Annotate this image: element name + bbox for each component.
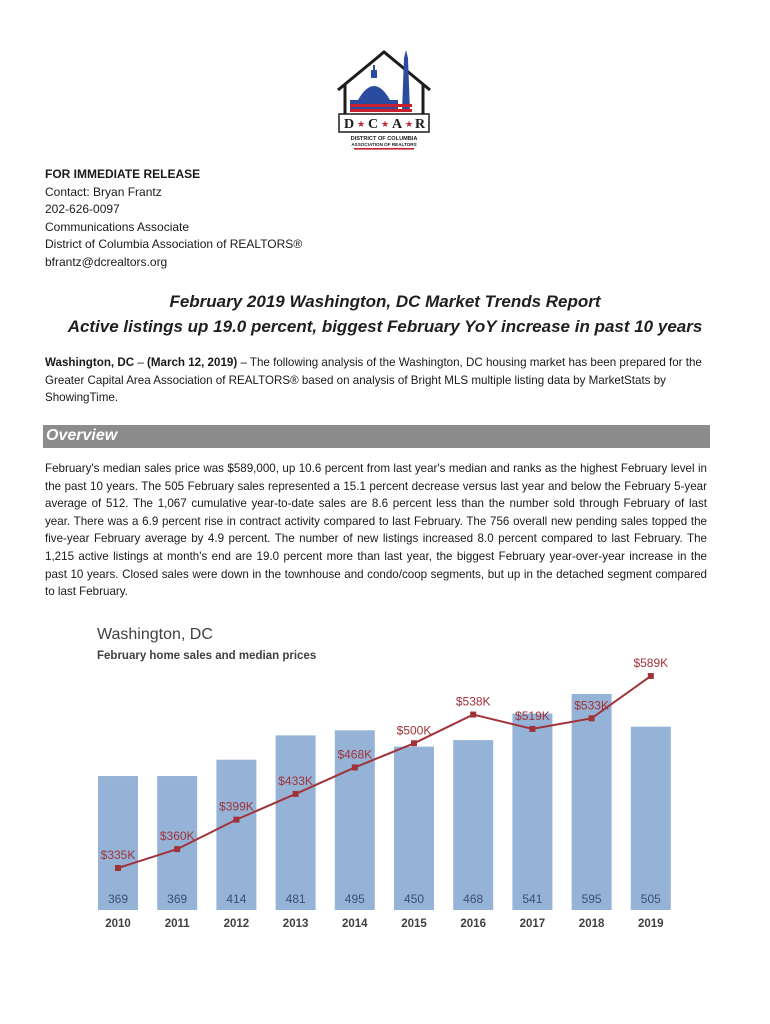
svg-text:★: ★ <box>357 120 366 130</box>
x-tick-2014: 2014 <box>342 918 368 930</box>
x-tick-2019: 2019 <box>638 918 664 930</box>
intro-date: (March 12, 2019) <box>146 356 238 369</box>
x-tick-2010: 2010 <box>105 918 131 930</box>
logo-letter-a: A <box>392 117 403 132</box>
report-subtitle: Active listings up 19.0 percent, biggest February YoY increase in past 10 years <box>67 317 703 336</box>
price-label-2011: $360K <box>159 829 195 844</box>
svg-text:★: ★ <box>405 120 414 130</box>
bar-2010 <box>98 776 138 910</box>
bar-label-2011: 369 <box>167 892 188 906</box>
intro-text: – The following analysis of the Washington, DC housing market has been prepared for the Greater Capital Area Association of REALTORS® based on analysis of Bright MLS multiple listing data by MarketStats by ShowingTime. <box>45 356 702 405</box>
bar-label-2013: 481 <box>285 892 306 906</box>
svg-text:★: ★ <box>381 120 390 130</box>
price-point-2011 <box>174 846 180 852</box>
bar-label-2018: 595 <box>581 892 602 906</box>
x-tick-2017: 2017 <box>519 918 546 930</box>
price-label-2015: $500K <box>396 723 432 738</box>
intro-paragraph <box>45 354 707 407</box>
report-title: February 2019 Washington, DC Market Trends Report <box>169 292 601 311</box>
logo-letter-c: C <box>368 117 379 132</box>
bar-label-2016: 468 <box>463 892 484 906</box>
bar-label-2014: 495 <box>344 892 365 906</box>
x-tick-2016: 2016 <box>460 918 486 930</box>
logo-letter-d: D <box>344 117 355 132</box>
house-outline <box>338 52 430 90</box>
price-label-2019: $589K <box>633 656 669 670</box>
intro-dash: – <box>134 356 147 369</box>
x-tick-2012: 2012 <box>223 918 250 930</box>
logo-line2: ASSOCIATION OF REALTORS <box>351 142 417 147</box>
bar-2015 <box>394 747 434 910</box>
report-titles <box>0 289 770 339</box>
bar-2019 <box>631 727 671 910</box>
release-label: FOR IMMEDIATE RELEASE <box>45 167 201 181</box>
x-tick-2013: 2013 <box>282 918 309 930</box>
overview-heading: Overview <box>46 427 118 444</box>
bar-label-2019: 505 <box>640 892 661 906</box>
price-point-2015 <box>411 740 417 746</box>
intro-location: Washington, DC <box>45 356 135 369</box>
price-label-2010: $335K <box>100 848 136 862</box>
contact-block <box>45 166 302 272</box>
price-label-2014: $468K <box>337 747 373 762</box>
price-point-2016 <box>470 712 476 718</box>
monument-icon <box>402 50 410 112</box>
chart-plot <box>88 622 688 942</box>
price-label-2012: $399K <box>219 799 254 814</box>
x-tick-2011: 2011 <box>164 918 190 930</box>
bar-2018 <box>572 694 612 910</box>
bar-2013 <box>276 735 316 910</box>
bar-label-2012: 414 <box>226 892 247 906</box>
price-point-2012 <box>233 817 239 823</box>
x-tick-2018: 2018 <box>578 918 605 930</box>
chart-title: Washington, DC <box>97 626 213 643</box>
price-point-2019 <box>648 673 654 679</box>
contact-org: District of Columbia Association of REALTORS® <box>45 237 303 252</box>
overview-paragraph: February's median sales price was $589,000, up 10.6 percent from last year's median and ranks as the highest February level in the past 10 years. The 505 February sales represented a 15.1 percent decrease versus last year and below the February 5-year average of 512. The 1,067 cumulative year-to-date sales are 8.6 percent less than the number sold through February of last year. There was a 6.9 percent rise in contract activity compared to last February. The 756 overall new pending sales topped the five-year February average by 4.9 percent. The number of new listings increased 8.0 percent compared to last February. The 1,215 active listings at month's end are 19.0 percent more than last year, the biggest February year-over-year increase in the past 10 years. Closed sales were down in the townhouse and condo/coop segments, but up in the detached segment compared to last February. <box>45 462 707 599</box>
contact-role: Communications Associate <box>45 219 190 234</box>
bar-2012 <box>216 760 256 910</box>
median-price-line <box>118 676 651 868</box>
overview-heading-bar <box>43 425 710 448</box>
logo-line1: DISTRICT OF COLUMBIA <box>350 136 418 142</box>
logo-letter-r: R <box>415 117 426 132</box>
price-point-2010 <box>115 865 121 871</box>
sales-price-chart <box>88 622 688 942</box>
bar-label-2017: 541 <box>522 892 543 906</box>
bar-2017 <box>512 714 552 910</box>
price-point-2017 <box>529 726 535 732</box>
price-point-2013 <box>293 791 299 797</box>
contact-name: Contact: Bryan Frantz <box>45 184 162 199</box>
bar-label-2015: 450 <box>403 892 425 906</box>
price-label-2017: $519K <box>515 708 550 723</box>
price-point-2014 <box>352 764 358 770</box>
contact-phone: 202-626-0097 <box>45 202 120 217</box>
price-label-2016: $538K <box>455 694 491 709</box>
x-tick-2015: 2015 <box>401 918 427 930</box>
price-point-2018 <box>589 715 595 721</box>
chart-subtitle: February home sales and median prices <box>97 650 317 662</box>
bar-2016 <box>453 740 493 910</box>
price-label-2018: $533K <box>574 698 609 713</box>
price-label-2013: $433K <box>278 773 313 788</box>
bar-label-2010: 369 <box>107 892 129 906</box>
dcar-logo <box>334 46 434 150</box>
contact-email[interactable]: bfrantz@dcrealtors.org <box>45 254 168 269</box>
